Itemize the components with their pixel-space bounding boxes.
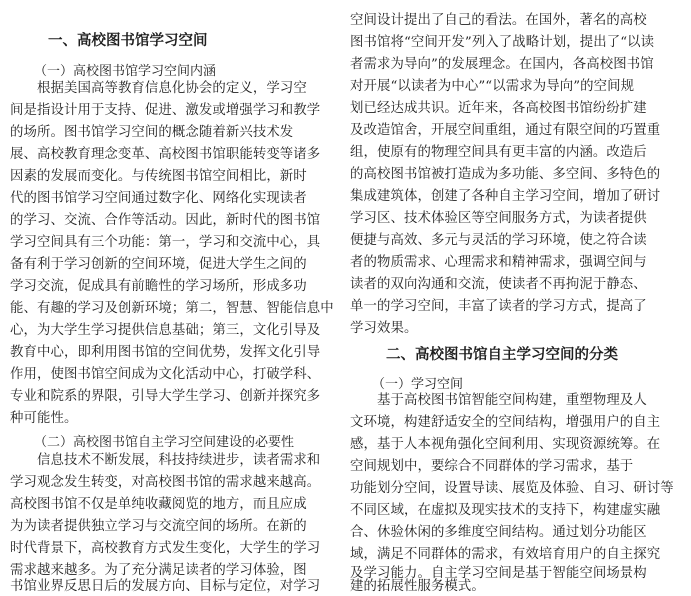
- text-line: 集成建筑体，创建了各种自主学习空间，增加了研讨: [350, 189, 661, 204]
- text-line: 教育中心，即利用图书馆的空间优势，发挥文化引导: [10, 345, 321, 360]
- subsection-heading-3: （一）学习空间: [372, 377, 464, 392]
- text-line: 因素的发展而变化。与传统图书馆空间相比，新时: [10, 169, 307, 184]
- text-line: 单一的学习空间，丰富了读者的学习方式，提高了: [350, 299, 647, 314]
- text-line: 者需求为导向”的发展理念。在国内，各高校图书馆: [350, 57, 654, 72]
- text-line: 学习交流，促成具有前瞻性的学习场所，形成多功: [10, 279, 307, 294]
- text-line: 组，使原有的物理空间具有更丰富的内涵。改造后: [350, 145, 647, 160]
- section-heading-1: 一、高校图书馆学习空间: [48, 33, 208, 49]
- text-line: 读者的双向沟通和交流，使读者不再拘泥于静态、: [350, 277, 647, 292]
- text-line: 及改造馆舍，开展空间重组，通过有限空间的巧置重: [350, 123, 661, 138]
- text-line: 需求越来越多。为了充分满足读者的学习体验，图: [10, 563, 307, 578]
- text-line: 及学习能力。自主学习空间是基于智能空间场景构: [350, 566, 647, 581]
- text-line: 的高校图书馆被打造成为多功能、多空间、多特色的: [350, 167, 661, 182]
- text-line: 者的物质需求、心理需求和精神需求，强调空间与: [350, 255, 647, 270]
- text-line: 建的拓展性服务模式。: [350, 579, 485, 594]
- section-heading-2: 二、高校图书馆自主学习空间的分类: [386, 347, 618, 363]
- text-line: 备有利于学习创新的空间环境，促进大学生之间的: [10, 257, 307, 272]
- text-line: 代的图书馆学习空间通过数字化、网络化实现读者: [10, 191, 307, 206]
- text-line: 图书馆将“空间开发”列入了战略计划，提出了“以读: [350, 35, 655, 50]
- text-line: 学习观念发生转变，对高校图书馆的需求越来越高。: [10, 475, 321, 490]
- text-line: 空间规划中，要综合不同群体的学习需求，基于: [350, 459, 634, 474]
- text-line: 能、有趣的学习及创新环境；第二，智慧、智能信息中: [10, 301, 334, 316]
- text-line: 为为读者提供独立学习与交流空间的场所。在新的: [10, 519, 307, 534]
- text-line: 空间设计提出了自己的看法。在国外，著名的高校: [350, 13, 647, 28]
- text-line: 根据美国高等教育信息化协会的定义，学习空: [37, 81, 307, 96]
- text-line: 便捷与高效、多元与灵活的学习环境，使之符合读: [350, 233, 647, 248]
- text-line: 对开展“以读者为中心”“以需求为导向”的空间规: [350, 79, 635, 94]
- text-line: 时代背景下，高校教育方式发生变化，大学生的学习: [10, 541, 321, 556]
- text-line: 域，满足不同群体的需求，有效培育用户的自主探究: [350, 547, 661, 562]
- text-line: 学习空间具有三个功能：第一，学习和交流中心，具: [10, 235, 321, 250]
- text-line: 学习效果。: [350, 321, 418, 336]
- text-line: 文环境，构建舒适安全的空间结构，增强用户的自主: [350, 415, 661, 430]
- text-line: 专业和院系的界限，引导大学生学习、创新并探究多: [10, 389, 321, 404]
- text-line: 学习区、技术体验区等空间服务方式，为读者提供: [350, 211, 647, 226]
- subsection-heading-2: （二）高校图书馆自主学习空间建设的必要性: [34, 435, 295, 450]
- text-line: 划已经达成共识。近年来，各高校图书馆纷纷扩建: [350, 101, 647, 116]
- text-line: 作用，使图书馆空间成为文化活动中心，打破学科、: [10, 367, 321, 382]
- text-line: 不同区域，在虚拟及现实技术的支持下，构建虚实融: [350, 503, 661, 518]
- text-line: 感，基于人本视角强化空间利用、实现资源统筹。在: [350, 437, 661, 452]
- text-line: 功能划分空间，设置导读、展览及体验、自习、研讨等: [350, 481, 674, 496]
- text-line: 书馆业界反思日后的发展方向、目标与定位，对学习: [10, 579, 321, 594]
- subsection-heading-1: （一）高校图书馆学习空间内涵: [34, 64, 217, 79]
- text-line: 基于高校图书馆智能空间构建，重塑物理及人: [377, 393, 647, 408]
- text-line: 合、休验休闲的多维度空间结构。通过划分功能区: [350, 525, 647, 540]
- text-line: 高校图书馆不仅是单纯收藏阅览的地方，而且应成: [10, 497, 307, 512]
- text-line: 的学习、交流、合作等活动。因此，新时代的图书馆: [10, 213, 321, 228]
- text-line: 种可能性。: [10, 411, 78, 426]
- text-line: 心，为大学生学习提供信息基础；第三，文化引导及: [10, 323, 321, 338]
- text-line: 的场所。图书馆学习空间的概念随着新兴技术发: [10, 125, 294, 140]
- text-line: 间是指设计用于支持、促进、激发或增强学习和教学: [10, 103, 321, 118]
- text-line: 信息技术不断发展，科技持续进步，读者需求和: [37, 453, 321, 468]
- text-line: 展、高校教育理念变革、高校图书馆职能转变等诸多: [10, 147, 321, 162]
